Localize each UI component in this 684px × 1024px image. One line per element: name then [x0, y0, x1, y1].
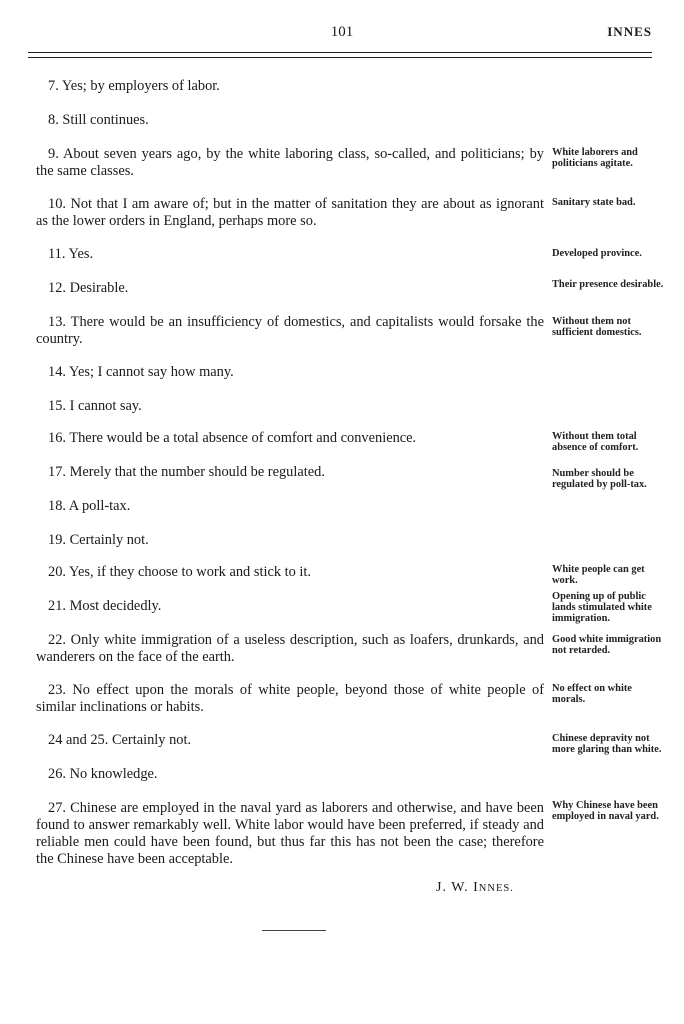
answer-24-25: 24 and 25. Certainly not. [48, 732, 192, 748]
answer-18: 18. A poll-tax. [48, 498, 131, 514]
answer-27: 27. Chinese are employed in the naval yard as laborers and otherwise, and have been found to answer remarkably well. White labor would have been preferred, if steady and reliable men could have been found, but thus far this has not been the case; therefore the Chinese have been acceptable. [36, 800, 544, 867]
answer-14: 14. Yes; I cannot say how many. [48, 364, 234, 380]
answer-7: 7. Yes; by employers of labor. [48, 78, 220, 94]
answer-22: 22. Only white immigration of a useless description, such as loafers, drunkards, and wanderers on the face of the earth. [36, 632, 544, 665]
margin-note-public-lands: Opening up of public lands stimulated white immigration. [552, 591, 652, 624]
signature-surname-rest: NNES. [478, 883, 514, 894]
margin-note-sanitary: Sanitary state bad. [552, 197, 636, 208]
header-rule-double [28, 57, 652, 58]
answer-10: 10. Not that I am aware of; but in the matter of sanitation they are about as ignorant as the lower orders in England, perhaps more so. [36, 196, 544, 229]
answer-11: 11. Yes. [48, 246, 94, 262]
answer-19: 19. Certainly not. [48, 532, 149, 548]
answer-13: 13. There would be an insufficiency of domestics, and capitalists would forsake the country. [36, 314, 544, 347]
margin-note-comfort: Without them total absence of comfort. [552, 431, 639, 453]
running-head: INNES [607, 24, 652, 39]
margin-note-domestics: Without them not sufficient domestics. [552, 316, 642, 338]
answer-16: 16. There would be a total absence of comfort and convenience. [48, 430, 417, 446]
answer-26: 26. No knowledge. [48, 766, 158, 782]
margin-note-presence: Their presence desirable. [552, 279, 664, 290]
answer-21: 21. Most decidedly. [48, 598, 162, 614]
answer-8: 8. Still continues. [48, 112, 149, 128]
page-number: 101 [330, 24, 354, 40]
margin-note-depravity: Chinese depravity not more glaring than white. [552, 733, 662, 755]
margin-note-naval-yard: Why Chinese have been employed in naval yard. [552, 800, 659, 822]
signature [436, 880, 514, 896]
end-rule [262, 930, 326, 931]
signature-initials: J. W. I [436, 880, 479, 895]
margin-note-morals: No effect on white morals. [552, 683, 632, 705]
answer-17: 17. Merely that the number should be regulated. [48, 464, 325, 480]
answer-12: 12. Desirable. [48, 280, 129, 296]
answer-23: 23. No effect upon the morals of white people, beyond those of white people of similar inclinations or habits. [36, 682, 544, 715]
answer-15: 15. I cannot say. [48, 398, 142, 414]
answer-20: 20. Yes, if they choose to work and stick to it. [48, 564, 312, 580]
margin-note-developed: Developed province. [552, 248, 642, 259]
margin-note-white-laborers: White laborers and politicians agitate. [552, 147, 638, 169]
margin-note-poll-tax: Number should be regulated by poll-tax. [552, 468, 647, 490]
margin-note-immigration: Good white immigration not retarded. [552, 634, 662, 656]
margin-note-white-work: White people can get work. [552, 564, 645, 586]
header-rule [28, 52, 652, 53]
answer-9: 9. About seven years ago, by the white laboring class, so-called, and politicians; by the same classes. [36, 146, 544, 179]
